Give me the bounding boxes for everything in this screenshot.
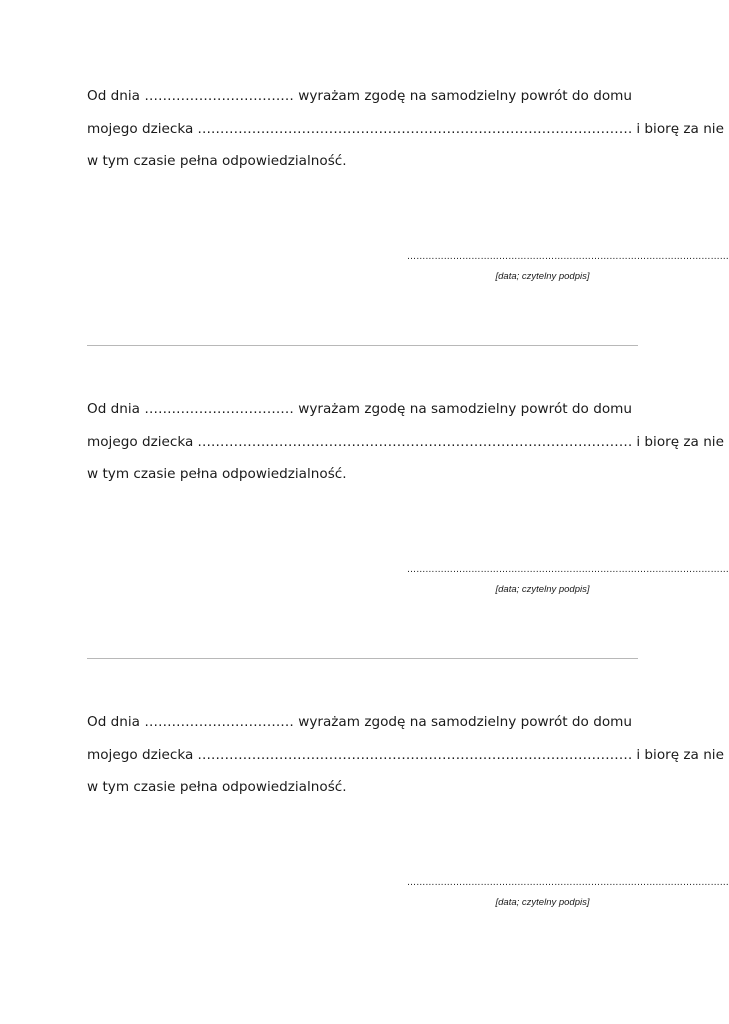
signature-caption: [data; czytelny podpis] <box>495 897 590 908</box>
consent-form-3 <box>87 713 729 943</box>
consent-line-1 <box>87 713 632 731</box>
consent-line-1 <box>87 400 632 418</box>
signature-caption: [data; czytelny podpis] <box>495 271 590 282</box>
text-od-dnia: Od dnia <box>87 401 141 417</box>
consent-line-2 <box>87 746 724 764</box>
consent-text: wyrażam zgodę na samodzielny powrót do domu <box>298 714 632 730</box>
date-blank[interactable]: …………………………… <box>144 401 294 417</box>
date-blank[interactable]: …………………………… <box>144 88 294 104</box>
signature-line[interactable]: …………………………………………………………………………………………… <box>407 878 729 888</box>
consent-line-3: w tym czasie pełna odpowiedzialność. <box>87 466 347 482</box>
child-name-blank[interactable]: …………………………………………………………………………………… <box>197 434 633 450</box>
text-od-dnia: Od dnia <box>87 88 141 104</box>
signature-line[interactable]: …………………………………………………………………………………………… <box>407 565 729 575</box>
text-mojego-dziecka: mojego dziecka <box>87 434 194 450</box>
text-mojego-dziecka: mojego dziecka <box>87 747 194 763</box>
text-biore-za-nie: i biorę za nie <box>636 121 724 137</box>
consent-form-2 <box>87 400 729 630</box>
consent-line-1 <box>87 87 632 105</box>
consent-form-1 <box>87 87 729 317</box>
text-mojego-dziecka: mojego dziecka <box>87 121 194 137</box>
signature-line[interactable]: …………………………………………………………………………………………… <box>407 252 729 262</box>
text-od-dnia: Od dnia <box>87 714 141 730</box>
child-name-blank[interactable]: …………………………………………………………………………………… <box>197 747 633 763</box>
consent-line-3: w tym czasie pełna odpowiedzialność. <box>87 779 347 795</box>
consent-line-3: w tym czasie pełna odpowiedzialność. <box>87 153 347 169</box>
text-biore-za-nie: i biorę za nie <box>636 434 724 450</box>
separator-line-1 <box>87 345 638 346</box>
separator-line-2 <box>87 658 638 659</box>
signature-caption: [data; czytelny podpis] <box>495 584 590 595</box>
consent-text: wyrażam zgodę na samodzielny powrót do domu <box>298 401 632 417</box>
date-blank[interactable]: …………………………… <box>144 714 294 730</box>
child-name-blank[interactable]: …………………………………………………………………………………… <box>197 121 633 137</box>
consent-line-2 <box>87 120 724 138</box>
text-biore-za-nie: i biorę za nie <box>636 747 724 763</box>
consent-line-2 <box>87 433 724 451</box>
consent-text: wyrażam zgodę na samodzielny powrót do domu <box>298 88 632 104</box>
